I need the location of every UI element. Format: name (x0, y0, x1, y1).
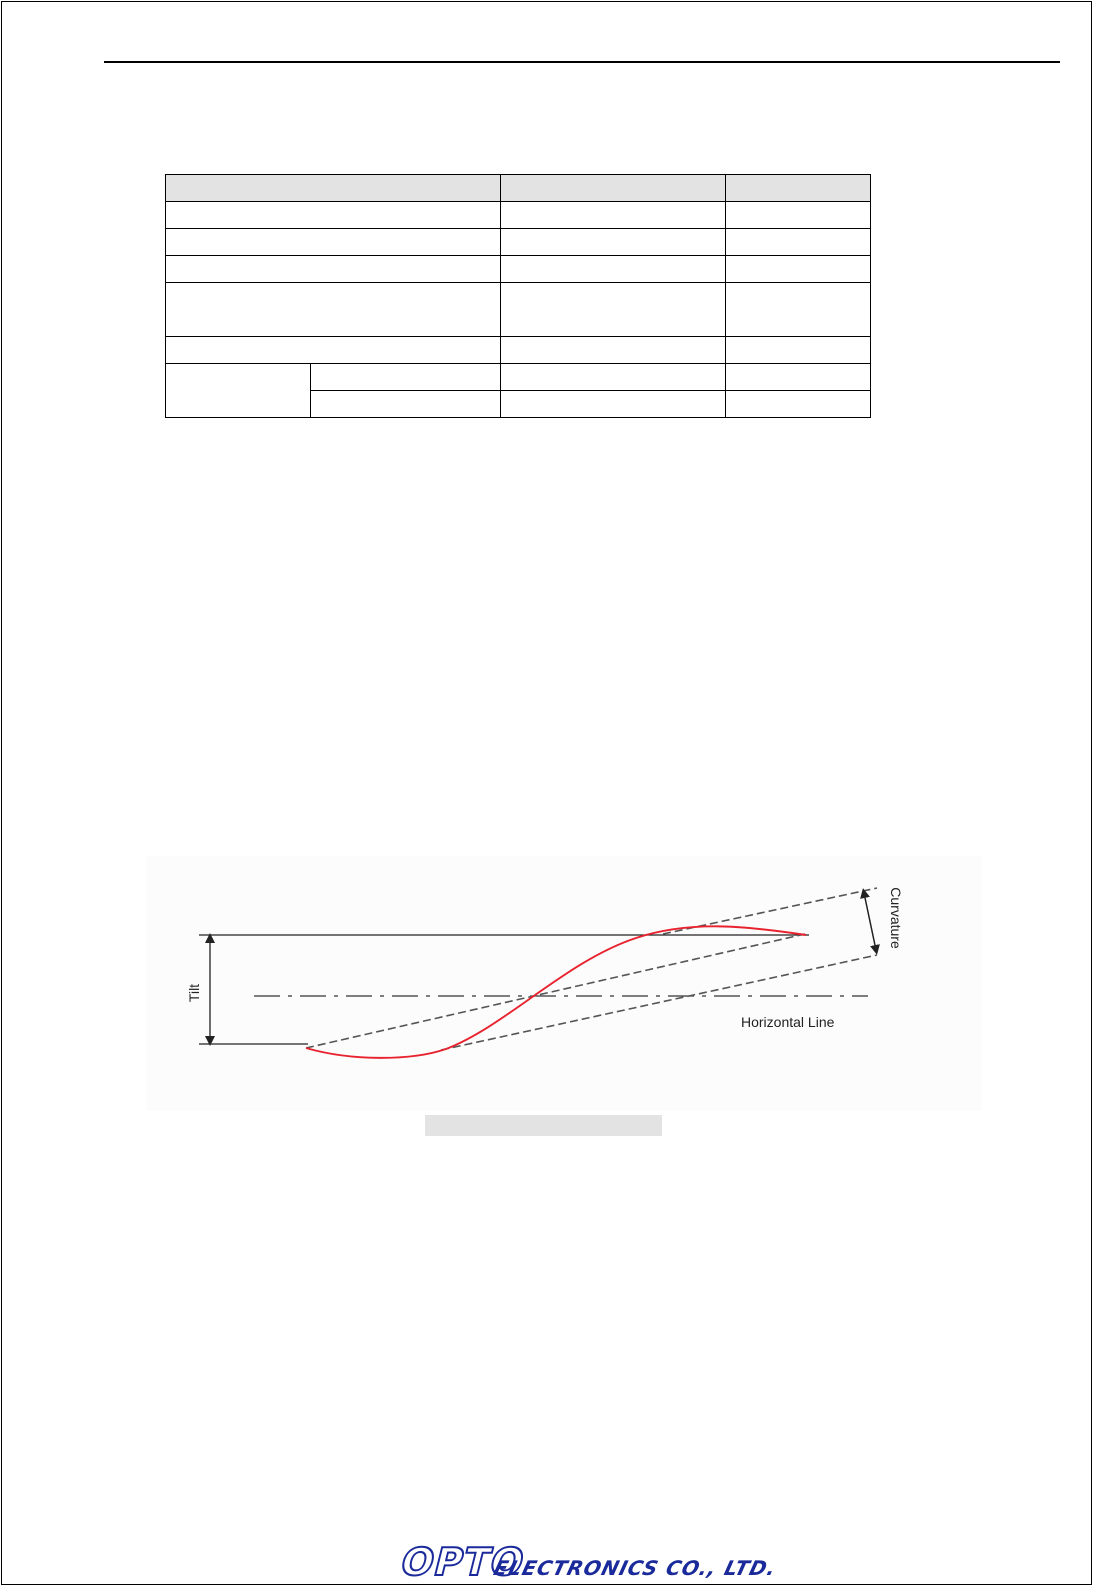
table-cell (166, 202, 501, 229)
table-cell (501, 229, 726, 256)
table-cell (166, 283, 501, 337)
table-cell (501, 283, 726, 337)
table-cell (166, 229, 501, 256)
logo-mark: OPTO (396, 1540, 530, 1581)
table-cell (501, 256, 726, 283)
table-cell (726, 391, 871, 418)
table-cell (166, 337, 501, 364)
tilt-label: Tilt (186, 983, 202, 1003)
scan-line-curve (306, 926, 806, 1058)
table-row (166, 283, 871, 337)
table-row (166, 337, 871, 364)
table-cell (726, 202, 871, 229)
table-cell (726, 337, 871, 364)
table-cell (501, 175, 726, 202)
table-row (166, 256, 871, 283)
table-cell (166, 256, 501, 283)
company-logo (392, 1537, 792, 1581)
table-group-cell (166, 364, 311, 418)
logo-text: ELECTRONICS CO., LTD. (491, 1556, 780, 1580)
curvature-arrow (864, 893, 876, 950)
table-row (166, 364, 871, 391)
header-rule (104, 61, 1060, 63)
table-cell (166, 175, 501, 202)
table-cell (311, 364, 501, 391)
horizontal-line-label: Horizontal Line (741, 1014, 835, 1030)
table-cell (726, 229, 871, 256)
table-cell (726, 256, 871, 283)
table-header-row (166, 175, 871, 202)
table-cell (726, 283, 871, 337)
table-row (166, 202, 871, 229)
table-cell (501, 337, 726, 364)
table-cell (726, 175, 871, 202)
table-cell (311, 391, 501, 418)
curvature-label: Curvature (888, 887, 904, 949)
chord-guide-line (306, 934, 805, 1048)
table-cell (726, 364, 871, 391)
spec-table (165, 174, 871, 418)
table-cell (501, 364, 726, 391)
table-cell (501, 202, 726, 229)
figure-caption-bar (425, 1115, 662, 1136)
table-row (166, 229, 871, 256)
scan-line-diagram (146, 856, 982, 1111)
table-cell (501, 391, 726, 418)
